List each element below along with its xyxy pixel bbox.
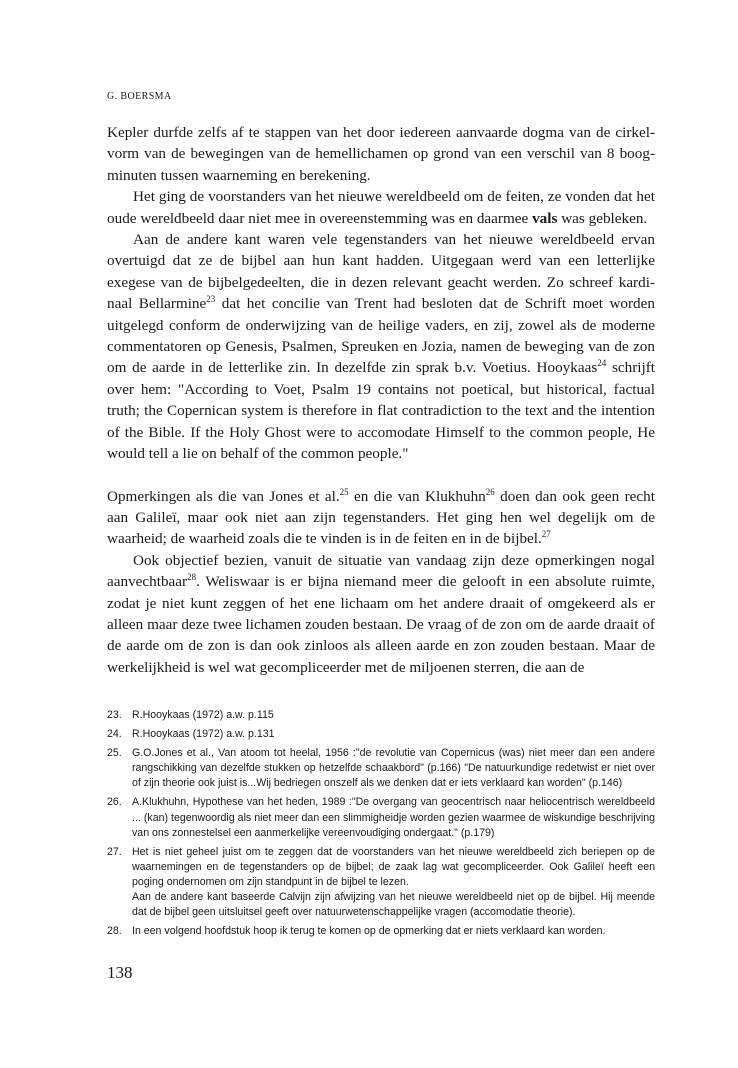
footnote-text: R.Hooykaas (1972) a.w. p.115 <box>132 709 274 721</box>
footnote-text: A.Klukhuhn, Hypothese van het heden, 1989 :"De overgang van geocentrisch naar heliocentrisch wereldbeeld ... (kan) tegenwoordig als niet meer dan een slimmigheidje worden gezien waarmee de wiskundige beschrijving van ons zonnestelsel een aanmerkelijke vereenvoudiging ondergaat." (p.179) <box>132 796 655 839</box>
paragraph-4-text-c: doen dan ook geen recht aan Galileï, maar ook niet aan zijn tegenstanders. Het ging hen wel degelijk om de waarheid; de waarheid zoals die te vinden is in de feiten en in de bijbel. <box>107 487 655 548</box>
footnotes <box>107 708 655 943</box>
footnote-ref-25[interactable]: 25 <box>339 486 349 497</box>
paragraph-3-text-b: dat het concilie van Trent had besloten dat de Schrift moet worden uitgelegd conform de onderwijzing van de heilige vaders, en zij, zowel als de moderne commentatoren op Genesis, Psalmen, Spreuken en Jozia, namen de beweging van de zon om de aarde in de letterlike zin. In dezelfde zin sprak b.v. Voetius. Hooykaas <box>107 295 655 377</box>
footnote-25 <box>107 746 655 791</box>
footnote-27 <box>107 845 655 920</box>
footnote-text: R.Hooykaas (1972) a.w. p.131 <box>132 728 275 741</box>
footnote-number: 24. <box>107 728 122 741</box>
footnote-ref-26[interactable]: 26 <box>485 486 495 497</box>
footnote-number: 23. <box>107 709 122 721</box>
footnote-number: 25. <box>107 747 122 760</box>
footnote-text: G.O.Jones et al., Van atoom tot heelal, 1956 :"de revolutie van Copernicus (was) niet meer dan een andere rangschikking van dezelfde stukken op hetzelfde schaakbord" (p.166) "De natuurkundige redetwist er niet over of zijn theorie ook juist is...Wij bedriegen onszelf als we denken dat er iets verklaard kan worden" (p.146) <box>132 747 655 790</box>
footnote-text: In een volgend hoofdstuk hoop ik terug te komen op de opmerking dat er niets verklaard kan worden. <box>132 925 606 938</box>
paragraph-3-text-a: Aan de andere kant waren vele tegenstanders van het nieuwe wereldbeeld ervan overtuigd dat ze de bijbel aan hun kant hadden. Uitgegaan werd van een letterlijke exegese van de bijbelgedeelten, die in dezen relevant geacht werden. Zo schreef kardi-naal Bellarmine <box>107 231 655 313</box>
footnote-number: 28. <box>107 925 122 938</box>
footnote-ref-24[interactable]: 24 <box>597 358 607 369</box>
footnote-28 <box>107 924 655 939</box>
paragraph-2-tail: was gebleken. <box>557 209 648 227</box>
footnote-ref-27[interactable]: 27 <box>541 529 551 540</box>
paragraph-4-text-a: Opmerkingen als die van Jones et al. <box>107 487 340 505</box>
footnote-23 <box>107 708 655 723</box>
paragraph-5 <box>107 550 655 678</box>
paragraph-1: Kepler durfde zelfs af te stappen van het door iedereen aanvaarde dogma van de cirkel-vorm van de bewegingen van de hemellichamen op grond van een verschil van 8 boog-minuten tussen waarneming en berekening. <box>107 124 655 184</box>
paragraph-5-text-a: Ook objectief bezien, vanuit de situatie van vandaag zijn deze opmerkingen nogal aanvechtbaar <box>107 551 655 591</box>
paragraph-5-text-b: . Weliswaar is er bijna niemand meer die gelooft in een absolute ruimte, zodat je niet kunt zeggen of het ene lichaam om het andere draait of omgekeerd als er alleen maar deze twee lichamen zouden bestaan. De vraag of de zon om de aarde draait of de aarde om de zon is dan ook zinloos als alleen aarde en zon zouden bestaan. Maar de werkelijkheid is wel wat gecompliceerder met de miljoenen sterren, die aan de <box>107 573 655 676</box>
paragraph-2 <box>107 186 655 229</box>
paragraph-4 <box>107 486 655 550</box>
footnote-ref-23[interactable]: 23 <box>206 294 216 305</box>
running-head: G. BOERSMA <box>107 91 172 102</box>
footnote-number: 26. <box>107 796 122 809</box>
paragraph-3 <box>107 229 655 464</box>
paragraph-2-bold: vals <box>532 209 558 227</box>
paragraph-4-text-b: en die van Klukhuhn <box>348 487 486 505</box>
footnote-number: 27. <box>107 845 122 858</box>
footnote-24 <box>107 727 655 742</box>
footnote-ref-28[interactable]: 28 <box>187 572 197 583</box>
paragraph-2-text: Het ging de voorstanders van het nieuwe wereldbeeld om de feiten, ze vonden dat het oude wereldbeeld daar niet mee in overeenstemming was en daarmee <box>107 188 655 227</box>
page-number: 138 <box>107 963 133 982</box>
footnote-26 <box>107 795 655 840</box>
body-text <box>107 122 655 678</box>
paragraph-3-text-c: schrijft over hem: "According to Voet, Psalm 19 contains not poetical, but historical, factual truth; the Copernican system is therefore in flat contradiction to the text and the intention of the Bible. If the Holy Ghost were to accomodate Himself to the common people, He would tell a lie on behalf of the common people." <box>107 359 655 463</box>
footnote-text-b: Aan de andere kant baseerde Calvijn zijn afwijzing van het nieuwe wereldbeeld niet op de bijbel. Hij meende dat de bijbel geen uitsluitsel geeft over natuurwetenschappelijke vragen (accomodatie theorie). <box>132 891 655 919</box>
footnote-text <box>132 845 655 920</box>
footnote-text-a: Het is niet geheel juist om te zeggen dat de voorstanders van het nieuwe wereldbeeld zich beriepen op de waarnemingen en de tegenstanders op de bijbel; de zaak lag wat gecompliceerder. Ook Galileï heeft een poging ondernomen om zijn standpunt in de bijbel te lezen. <box>132 845 655 888</box>
